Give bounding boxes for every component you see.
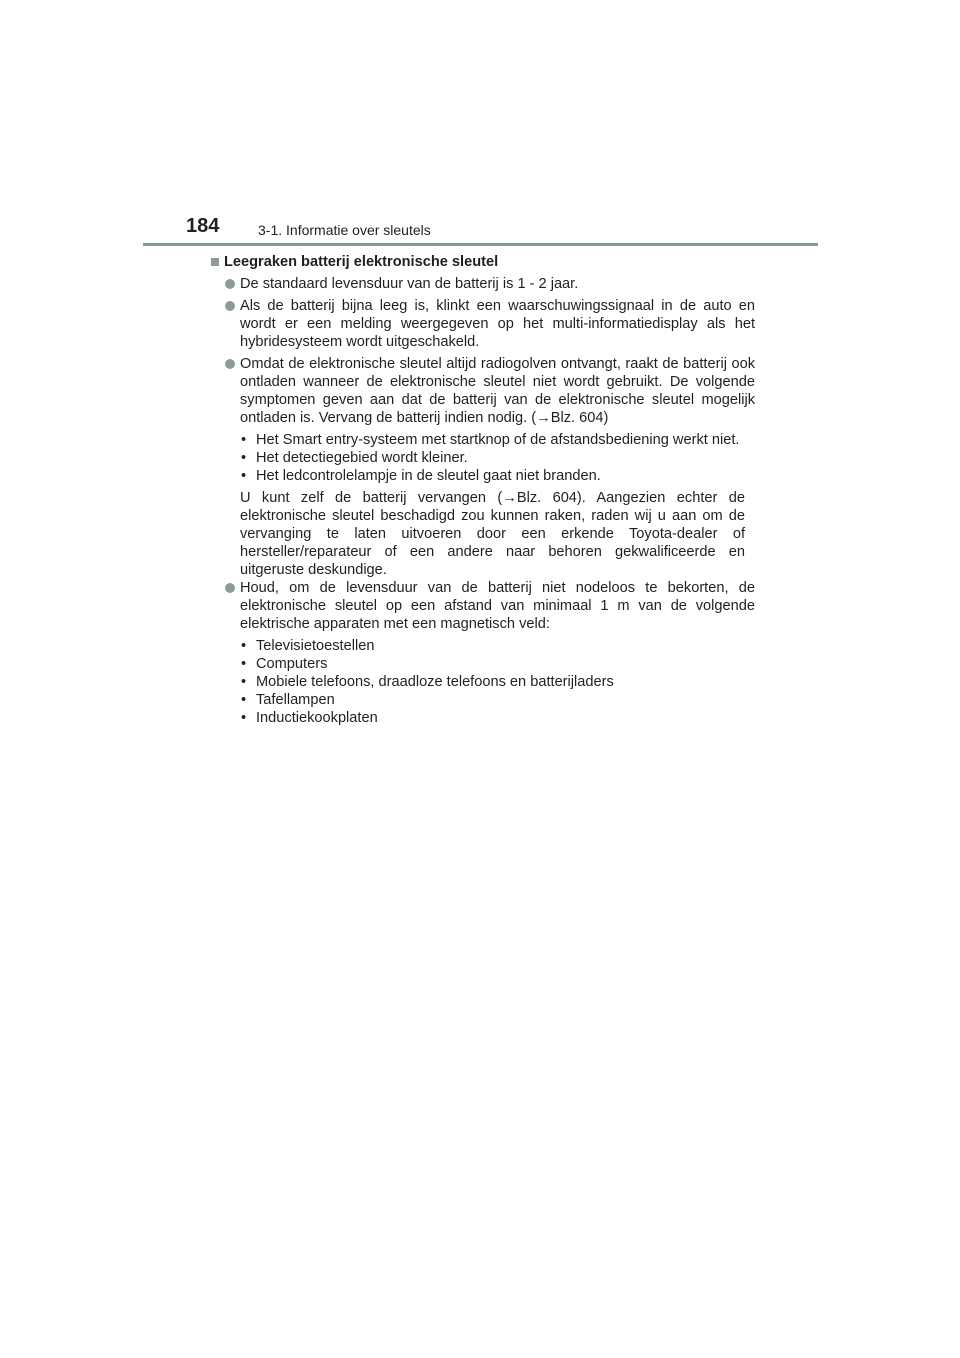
dot-bullet-icon: •: [241, 692, 247, 708]
bullet-item: [210, 579, 755, 633]
page-content: [210, 253, 755, 731]
section-title: 3-1. Informatie over sleutels: [258, 222, 431, 238]
list-item: [240, 655, 755, 673]
list-item-text: Inductiekookplaten: [256, 710, 378, 726]
list-item-text: Het detectiegebied wordt kleiner.: [256, 450, 468, 466]
circle-bullet-icon: [225, 279, 235, 289]
header-divider: [143, 243, 818, 246]
list-item: [240, 691, 755, 709]
circle-bullet-icon: [225, 359, 235, 369]
dot-bullet-icon: •: [241, 450, 247, 466]
list-item: [240, 467, 755, 485]
dot-bullet-icon: •: [241, 468, 247, 484]
bullet-text: Omdat de elektronische sleutel altijd radiogolven ontvangt, raakt de batterij ook ontladen wanneer de elektronische sleutel niet wordt gebruikt. De volgende symptomen geven aan dat de batterij van de elektronische sleutel mogelijk ontladen is. Vervang de batterij indien nodig. (→Blz. 604): [240, 356, 755, 426]
dot-bullet-icon: •: [241, 638, 247, 654]
bullet-item: [210, 355, 755, 427]
symptom-list: [210, 431, 755, 485]
bullet-text: De standaard levensduur van de batterij is 1 - 2 jaar.: [240, 276, 579, 292]
list-item-text: Het Smart entry-systeem met startknop of de afstandsbediening werkt niet.: [256, 432, 740, 448]
bullet-item: [210, 297, 755, 351]
list-item: [240, 709, 755, 727]
list-item-text: Televisietoestellen: [256, 638, 375, 654]
list-item: [240, 673, 755, 691]
list-item-text: Het ledcontrolelampje in de sleutel gaat niet branden.: [256, 468, 601, 484]
dot-bullet-icon: •: [241, 674, 247, 690]
dot-bullet-icon: •: [241, 710, 247, 726]
list-item: [240, 431, 755, 449]
dot-bullet-icon: •: [241, 656, 247, 672]
bullet-text: Als de batterij bijna leeg is, klinkt een waarschuwingssignaal in de auto en wordt er een melding weergegeven op het multi-informatiedisplay als het hybridesysteem wordt uitgeschakeld.: [240, 298, 755, 350]
circle-bullet-icon: [225, 301, 235, 311]
battery-note: U kunt zelf de batterij vervangen (→Blz. 604). Aangezien echter de elektronische sleutel beschadigd zou kunnen raken, raden wij u aan om de vervanging te laten uitvoeren door een erkende Toyota-dealer of hersteller/reparateur of een andere naar behoren gekwalificeerde en uitgeruste deskundige.: [240, 490, 745, 578]
list-item: [240, 637, 755, 655]
square-bullet-icon: [211, 258, 219, 266]
bullet-item: [210, 275, 755, 293]
device-list: [210, 637, 755, 727]
subheading-text: Leegraken batterij elektronische sleutel: [224, 254, 499, 270]
list-item-text: Computers: [256, 656, 328, 672]
list-item-text: Mobiele telefoons, draadloze telefoons en batterijladers: [256, 674, 614, 690]
list-item-text: Tafellampen: [256, 692, 335, 708]
page-number: 184: [186, 215, 220, 237]
dot-bullet-icon: •: [241, 432, 247, 448]
list-item: [240, 449, 755, 467]
subheading: [210, 253, 755, 271]
bullet-text: Houd, om de levensduur van de batterij niet nodeloos te bekorten, de elektronische sleutel op een afstand van minimaal 1 m van de volgende elektrische apparaten met een magnetisch veld:: [240, 580, 755, 632]
circle-bullet-icon: [225, 583, 235, 593]
